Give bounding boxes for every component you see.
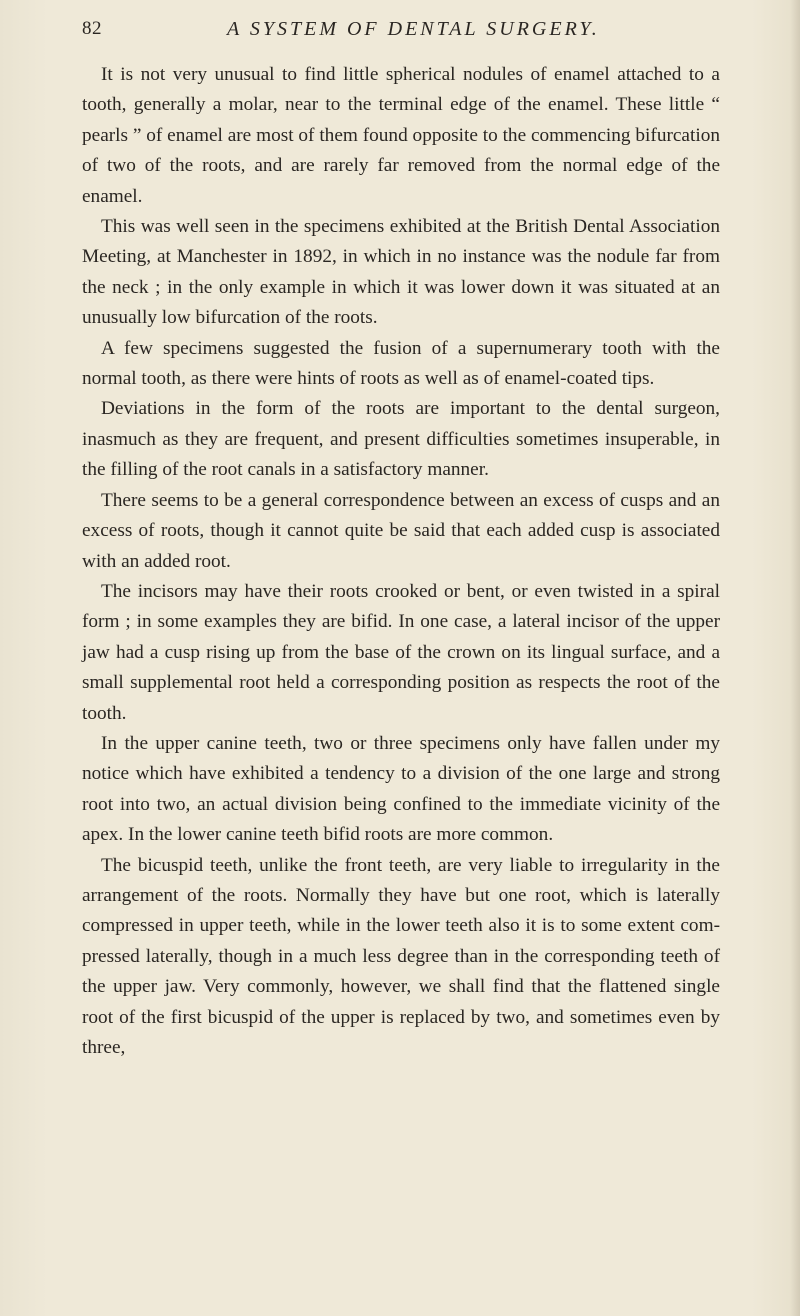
running-head (82, 18, 722, 46)
paragraph-bicuspids: The bicuspid teeth, unlike the front teeth, are very liable to irregularity in the arrangement of the roots. Normally they have but one root, which is laterally compressed in upper teeth, while in the lower teeth also it is to some extent compressed laterally, though in a much less degree than in the corresponding teeth of the upper jaw. Very commonly, however, we shall find that the flattened single root of the first bicuspid of the upper is replaced by two, and sometimes even by three, (82, 854, 720, 1058)
paragraph-supernumerary-fusion: A few specimens suggested the fusion of a supernumerary tooth with the normal tooth, as there were hints of roots as well as of enamel-coated tips. (82, 337, 720, 390)
paragraph-root-deviations: Deviations in the form of the roots are important to the dental surgeon, inasmuch as they are frequent, and present difficulties sometimes insuperable, in the filling of the root canals in a satisfactory manner. (82, 398, 720, 481)
page-edge-shadow (790, 0, 800, 1316)
page-number: 82 (82, 18, 102, 39)
paragraph-canines: In the upper canine teeth, two or three specimens only have fallen under my notice which have exhibited a tendency to a division of the one large and strong root into two, an actual division being confined to the immediate vicinity of the apex. In the lower canine teeth bifid roots are more common. (82, 732, 720, 846)
paragraph-pearls-of-enamel: It is not very unusual to find little spherical nodules of enamel attached to a tooth, generally a molar, near to the terminal edge of the enamel. These little “ pearls ” of enamel are most of them found opposite to the commencing bifurcation of two of the roots, and are rarely far removed from the normal edge of the enamel. (82, 64, 720, 207)
paragraph-cusps-and-roots: There seems to be a general correspondence between an excess of cusps and an excess of roots, though it cannot quite be said that each added cusp is associated with an added root. (82, 489, 720, 572)
paragraph-manchester-specimens: This was well seen in the specimens exhibited at the British Dental Association Meeting, at Manchester in 1892, in which in no instance was the nodule far from the neck ; in the only example in which it was lower down it was situated at an unusually low bifurcation of the roots. (82, 216, 720, 329)
paragraph-incisors: The incisors may have their roots crooked or bent, or even twisted in a spiral form ; in some examples they are bifid. In one case, a lateral incisor of the upper jaw had a cusp rising up from the base of the crown on its lingual surface, and a small supplemental root held a corresponding position as respects the root of the tooth. (82, 580, 720, 724)
body-text (82, 60, 720, 1063)
running-title: A SYSTEM OF DENTAL SURGERY. (227, 18, 600, 40)
